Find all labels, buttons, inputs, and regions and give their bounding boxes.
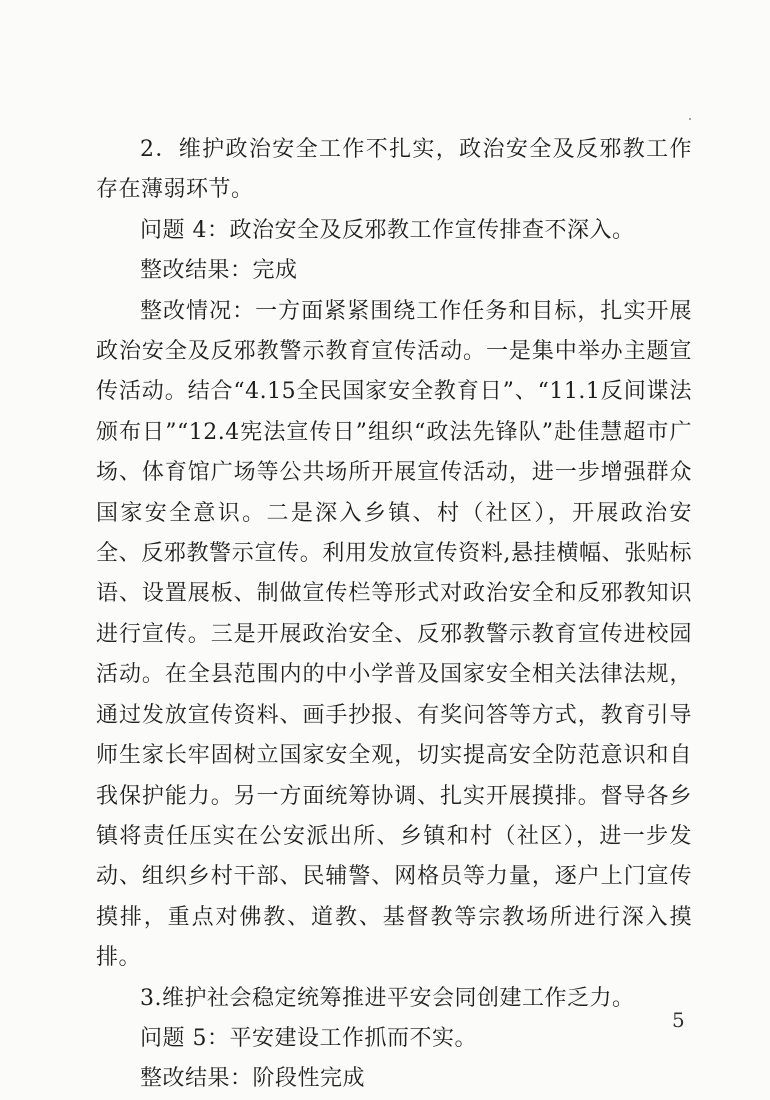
paragraph-section-3-heading: 3.维护社会稳定统筹推进平安会同创建工作乏力。 — [140, 985, 635, 1011]
body-text — [96, 130, 692, 1100]
paragraph-result-4: 整改结果：完成 — [140, 258, 298, 284]
paragraph-section-2-heading: 2．维护政治安全工作不扎实，政治安全及反邪教工作存在薄弱环节。 — [96, 137, 692, 203]
paragraph-issue-4: 问题 4：政治安全及反邪教工作宣传排查不深入。 — [140, 217, 635, 243]
paragraph-issue-5: 问题 5：平安建设工作抓而不实。 — [140, 1025, 477, 1051]
scan-speck — [689, 118, 691, 120]
paragraph-rectification-details: 整改情况：一方面紧紧围绕工作任务和目标，扎实开展政治安全及反邪教警示教育宣传活动。一是集中举办主题宣传活动。结合“4.15全民国家安全教育日”、“11.1反间谍法颁布日”“12.4宪法宣传日”组织“政法先锋队”赴佳慧超市广场、体育馆广场等公共场所开展宣传活动，进一步增强群众国家安全意识。二是深入乡镇、村（社区），开展政治安全、反邪教警示宣传。利用发放宣传资料,悬挂横幅、张贴标语、设置展板、制做宣传栏等形式对政治安全和反邪教知识进行宣传。三是开展政治安全、反邪教警示教育宣传进校园活动。在全县范围内的中小学普及国家安全相关法律法规，通过发放宣传资料、画手抄报、有奖问答等方式，教育引导师生家长牢固树立国家安全观，切实提高安全防范意识和自我保护能力。另一方面统筹协调、扎实开展摸排。督导各乡镇将责任压实在公安派出所、乡镇和村（社区），进一步发动、组织乡村干部、民辅警、网格员等力量，逐户上门宣传摸排，重点对佛教、道教、基督教等宗教场所进行深入摸排。 — [96, 298, 692, 971]
page-number: 5 — [672, 1008, 685, 1032]
paragraph-result-5: 整改结果：阶段性完成 — [140, 1066, 366, 1092]
